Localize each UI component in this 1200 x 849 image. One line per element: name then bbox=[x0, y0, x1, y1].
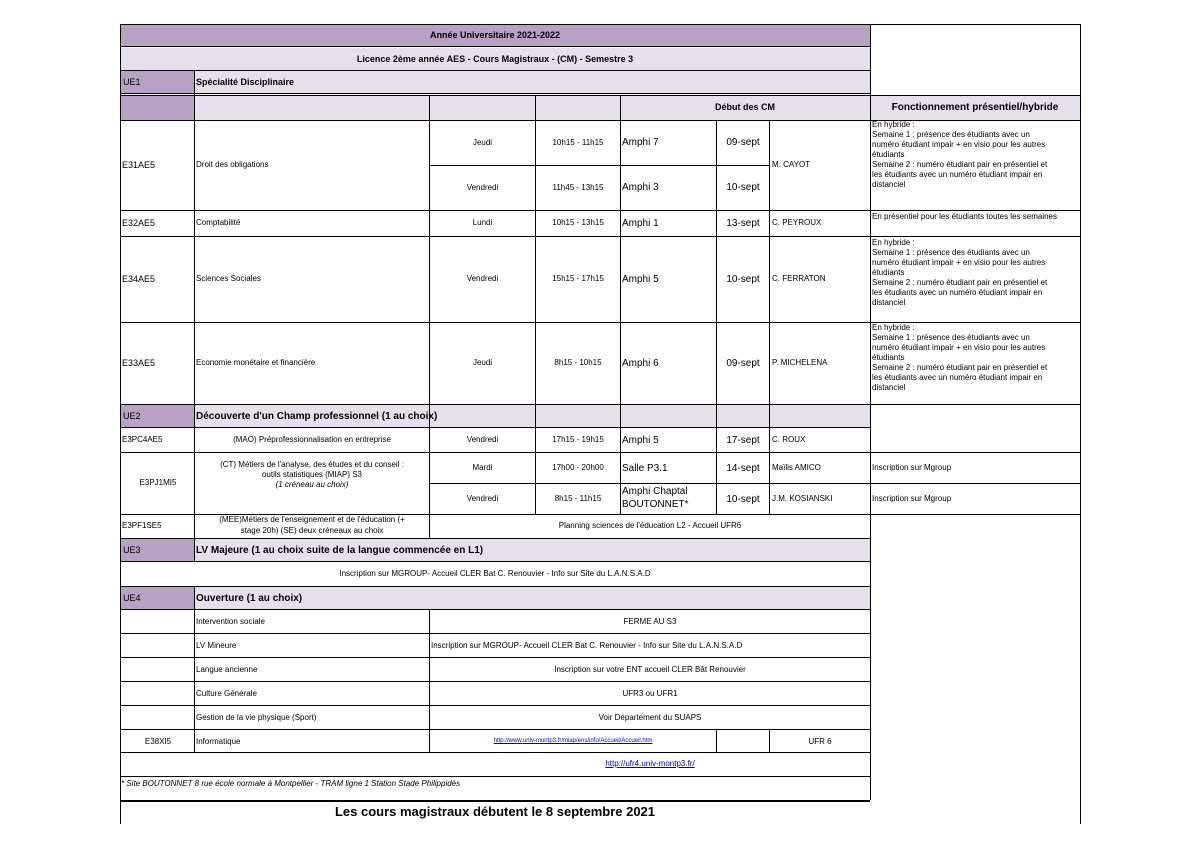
course-day: Vendredi bbox=[466, 274, 499, 283]
mode-note: Inscription sur Mgroup bbox=[872, 494, 952, 503]
course-day: Jeudi bbox=[472, 137, 493, 147]
page-title: Année Universitaire 2021-2022 bbox=[429, 29, 561, 40]
option-info: FERME AU S3 bbox=[623, 616, 677, 626]
option-name: Intervention sociale bbox=[196, 616, 265, 626]
course-day: Jeudi bbox=[472, 358, 493, 367]
course-day: Mardi bbox=[472, 463, 493, 472]
mode-note: En présentiel pour les étudiants toutes les semaines bbox=[872, 212, 1057, 221]
course-name: (MAO) Préprofessionnalisation en entreprise bbox=[233, 435, 391, 444]
course-day: Vendredi bbox=[466, 182, 499, 192]
course-code: E32AE5 bbox=[122, 217, 156, 228]
option-info: Inscription sur votre ENT accueil CLER Bât Renouvier bbox=[554, 664, 746, 674]
course-teacher: J.M. KOSIANSKI bbox=[772, 494, 833, 503]
course-day: Vendredi bbox=[466, 494, 499, 503]
course-room: Amphi 7 bbox=[622, 137, 659, 148]
course-time: 11h45 - 13h15 bbox=[552, 182, 604, 192]
course-code: E34AE5 bbox=[122, 273, 156, 284]
hybrid-note: En hybride : Semaine 1 : présence des étudiants avec un numéro étudiant impair + en visio pour les autres étudiants Semaine 2 : numéro étudiant pair en présentiel et les étudiants avec un numéro étudiant impair en distanciel bbox=[872, 238, 1048, 307]
col-debut-cm: Début des CM bbox=[714, 102, 775, 112]
course-teacher: C. PEYROUX bbox=[772, 218, 822, 227]
course-teacher: C. ROUX bbox=[772, 435, 806, 444]
course-teacher: C. FERRATON bbox=[772, 274, 826, 283]
ue3-title: LV Majeure (1 au choix suite de la langue commencée en L1) bbox=[196, 544, 484, 556]
course-name: Droit des obligations bbox=[196, 160, 269, 169]
footer-note: * Site BOUTONNET 8 rue école normale à Montpellier - TRAM ligne 1 Station Stade Philippidès bbox=[121, 779, 461, 788]
course-code: E33AE5 bbox=[122, 357, 156, 368]
ue2-code: UE2 bbox=[123, 410, 141, 421]
course-info: Planning sciences de l'éducation L2 - Accueil UFR6 bbox=[558, 521, 742, 530]
ue1-code: UE1 bbox=[123, 76, 141, 87]
course-time: 10h15 - 11h15 bbox=[552, 137, 604, 147]
course-name: (MEE)Métiers de l'enseignement et de l'éducation (+ stage 20h) (SE) deux créneaux au choix bbox=[219, 515, 405, 535]
informatique-link[interactable]: http://www.univ-montp3.fr/miap/ens/info/Accueil/Accueil.htm bbox=[493, 738, 653, 744]
option-name: Culture Générale bbox=[196, 688, 257, 698]
course-code: E31AE5 bbox=[122, 159, 156, 170]
course-time: 8h15 - 10h15 bbox=[554, 358, 602, 367]
col-fonctionnement: Fonctionnement présentiel/hybride bbox=[891, 102, 1059, 113]
ue2-title: Découverte d'un Champ professionnel (1 au choix) bbox=[196, 410, 438, 422]
hybrid-note: En hybride : Semaine 1 : présence des étudiants avec un numéro étudiant impair + en visio pour les autres étudiants Semaine 2 : numéro étudiant pair en présentiel et les étudiants avec un numéro étudiant impair en distanciel bbox=[872, 120, 1048, 189]
course-time: 8h15 - 11h15 bbox=[554, 494, 602, 503]
ue3-code: UE3 bbox=[123, 544, 141, 555]
option-info: Inscription sur MGROUP- Accueil CLER Bat C. Renouvier - Info sur Site du L.A.N.S.A.D bbox=[431, 640, 743, 650]
ue1-title: Spécialité Disciplinaire bbox=[196, 76, 295, 87]
course-time: 15h15 - 17h15 bbox=[552, 274, 604, 283]
course-teacher: P. MICHELENA bbox=[772, 358, 828, 367]
option-info: UFR3 ou UFR1 bbox=[622, 688, 678, 698]
ufr-label: UFR 6 bbox=[808, 736, 832, 746]
course-time: 17h00 - 20h00 bbox=[552, 463, 604, 472]
course-name: Comptabilité bbox=[196, 218, 241, 227]
course-date: 09-sept bbox=[726, 357, 760, 369]
option-info: Voir Département du SUAPS bbox=[598, 712, 702, 722]
course-room: Amphi 6 bbox=[622, 357, 659, 369]
course-room: Amphi 3 bbox=[622, 182, 659, 193]
course-name: Economie monétaire et financière bbox=[196, 358, 316, 367]
course-code: E3PF1SE5 bbox=[122, 521, 162, 530]
ue4-title: Ouverture (1 au choix) bbox=[196, 592, 303, 604]
course-date: 14-sept bbox=[726, 462, 760, 474]
course-date: 17-sept bbox=[726, 434, 760, 446]
course-name: (CT) Métiers de l'analyse, des études et du conseil : outils statistiques (MIAP) S3 (1 créneau au choix) bbox=[220, 460, 404, 489]
course-name: Sciences Sociales bbox=[196, 274, 261, 283]
course-teacher: Maïlis AMICO bbox=[772, 463, 821, 472]
ufr4-link[interactable]: http://ufr4.univ-montp3.fr/ bbox=[605, 759, 695, 768]
course-room: Amphi 1 bbox=[622, 217, 659, 229]
course-room: Salle P3.1 bbox=[622, 462, 668, 474]
course-date: 09-sept bbox=[726, 137, 760, 148]
course-room: Amphi 5 bbox=[622, 434, 659, 446]
course-date: 13-sept bbox=[726, 217, 760, 229]
course-date: 10-sept bbox=[726, 493, 760, 505]
course-code: E38XI5 bbox=[144, 736, 172, 746]
option-name: Informatique bbox=[196, 736, 241, 746]
ue3-info: Inscription sur MGROUP- Accueil CLER Bat C. Renouvier - Info sur Site du L.A.N.S.A.D bbox=[339, 569, 651, 578]
course-time: 17h15 - 19h15 bbox=[552, 435, 604, 444]
course-time: 10h15 - 13h15 bbox=[552, 218, 604, 227]
course-code: E3PC4AE5 bbox=[122, 435, 163, 444]
option-name: Langue ancienne bbox=[196, 664, 258, 674]
final-statement: Les cours magistraux débutent le 8 septembre 2021 bbox=[334, 804, 656, 819]
course-room: Amphi 5 bbox=[622, 273, 659, 285]
mode-note: Inscription sur Mgroup bbox=[872, 463, 952, 472]
option-name: LV Mineure bbox=[196, 640, 237, 650]
hybrid-note: En hybride : Semaine 1 : présence des étudiants avec un numéro étudiant impair + en visio pour les autres étudiants Semaine 2 : numéro étudiant pair en présentiel et les étudiants avec un numéro étudiant impair en distanciel bbox=[872, 323, 1048, 392]
course-date: 10-sept bbox=[726, 182, 760, 193]
course-date: 10-sept bbox=[726, 273, 760, 285]
ue4-code: UE4 bbox=[123, 592, 141, 603]
course-code: E3PJ1MI5 bbox=[139, 478, 177, 487]
course-day: Lundi bbox=[472, 218, 493, 227]
page-subtitle: Licence 2ème année AES - Cours Magistraux - (CM) - Semestre 3 bbox=[356, 53, 634, 64]
course-room: Amphi Chaptal BOUTONNET* bbox=[622, 486, 689, 510]
course-day: Vendredi bbox=[466, 435, 499, 444]
option-name: Gestion de la vie physique (Sport) bbox=[196, 712, 317, 722]
course-teacher: M. CAYOT bbox=[772, 160, 811, 169]
